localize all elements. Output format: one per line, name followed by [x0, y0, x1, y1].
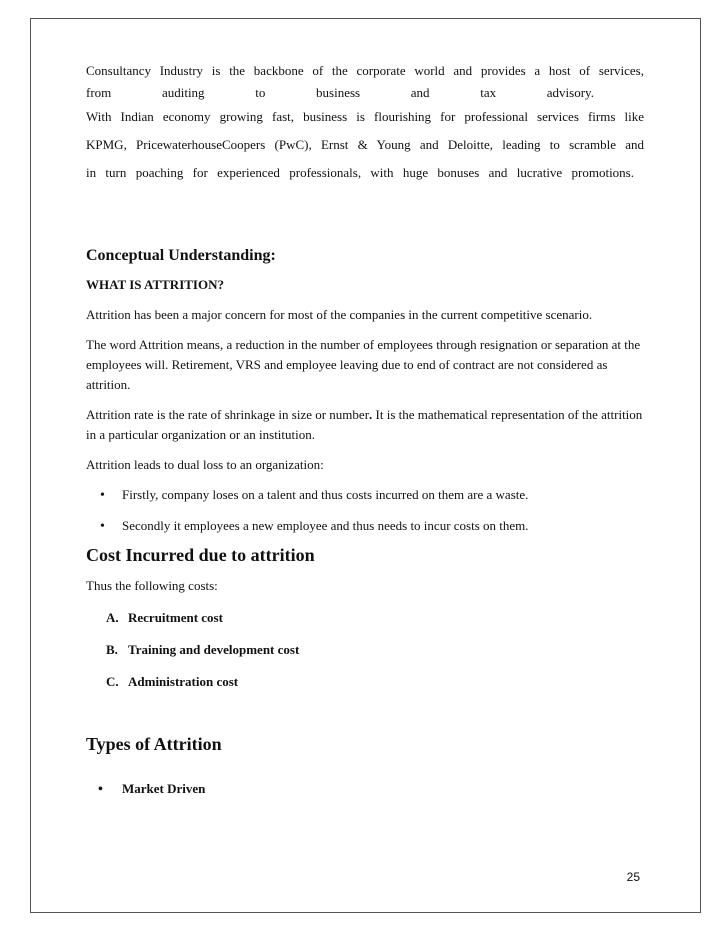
- intro-paragraph: [86, 60, 644, 184]
- intro-word: auditing: [161, 85, 205, 100]
- paragraph-dual-loss: Attrition leads to dual loss to an organization:: [86, 457, 324, 472]
- list-item: [106, 610, 644, 626]
- intro-word: from: [86, 85, 112, 100]
- attrition-rate-text-a: Attrition rate is the rate of shrinkage in size or number: [86, 407, 370, 422]
- section-heading-cost: Cost Incurred due to attrition: [86, 545, 315, 565]
- intro-word: and: [410, 85, 430, 100]
- section-heading-conceptual: Conceptual Understanding:: [86, 247, 276, 264]
- bullet-icon: •: [100, 488, 105, 503]
- list-item: [106, 674, 644, 690]
- paragraph-attrition-meaning: The word Attrition means, a reduction in the number of employees through resignation or separation at the employees will. Retirement, VRS and employee leaving due to end of contract are not considered as attrition.: [86, 337, 641, 392]
- list-item: [86, 781, 644, 798]
- list-item-text: Administration cost: [128, 674, 239, 689]
- attrition-rate-text-b: It is the mathematical representation of the attrition in a particular organization or an institution.: [86, 407, 643, 442]
- list-item: [86, 518, 644, 535]
- attrition-rate-period: .: [369, 407, 373, 422]
- intro-word: tax: [480, 85, 497, 100]
- list-item: [86, 487, 644, 504]
- list-item-text: Training and development cost: [128, 642, 300, 657]
- list-item-letter: B.: [106, 642, 118, 657]
- paragraph-attrition-concern: Attrition has been a major concern for most of the companies in the current competitive scenario.: [86, 307, 593, 322]
- list-item-text: Firstly, company loses on a talent and thus costs incurred on them are a waste.: [122, 487, 529, 502]
- list-item-text: Recruitment cost: [128, 610, 223, 625]
- intro-word: to: [255, 85, 266, 100]
- intro-line-5: in turn poaching for experienced professionals, with huge bonuses and lucrative promotions.: [86, 165, 634, 180]
- bullet-icon: •: [100, 519, 105, 534]
- intro-line-3: With Indian economy growing fast, business is flourishing for professional services firms like: [86, 109, 644, 124]
- subheading-what-is-attrition: WHAT IS ATTRITION?: [86, 277, 224, 292]
- list-item-letter: A.: [106, 610, 119, 625]
- list-item: [106, 642, 644, 658]
- bullet-icon: •: [98, 782, 103, 797]
- section-heading-types: Types of Attrition: [86, 734, 222, 754]
- intro-line-2: [86, 82, 594, 104]
- list-item-letter: C.: [106, 674, 119, 689]
- page-content: [86, 60, 644, 798]
- list-item-text: Market Driven: [122, 781, 206, 796]
- intro-line-4: KPMG, PricewaterhouseCoopers (PwC), Ernst & Young and Deloitte, leading to scramble and: [86, 137, 644, 152]
- page-number: 25: [626, 870, 640, 884]
- intro-line-1: Consultancy Industry is the backbone of the corporate world and provides a host of services,: [86, 63, 644, 78]
- paragraph-attrition-rate: [86, 405, 644, 445]
- paragraph-following-costs: Thus the following costs:: [86, 578, 218, 593]
- list-item-text: Secondly it employees a new employee and thus needs to incur costs on them.: [122, 518, 529, 533]
- intro-word: advisory.: [546, 85, 594, 100]
- intro-word: business: [316, 85, 361, 100]
